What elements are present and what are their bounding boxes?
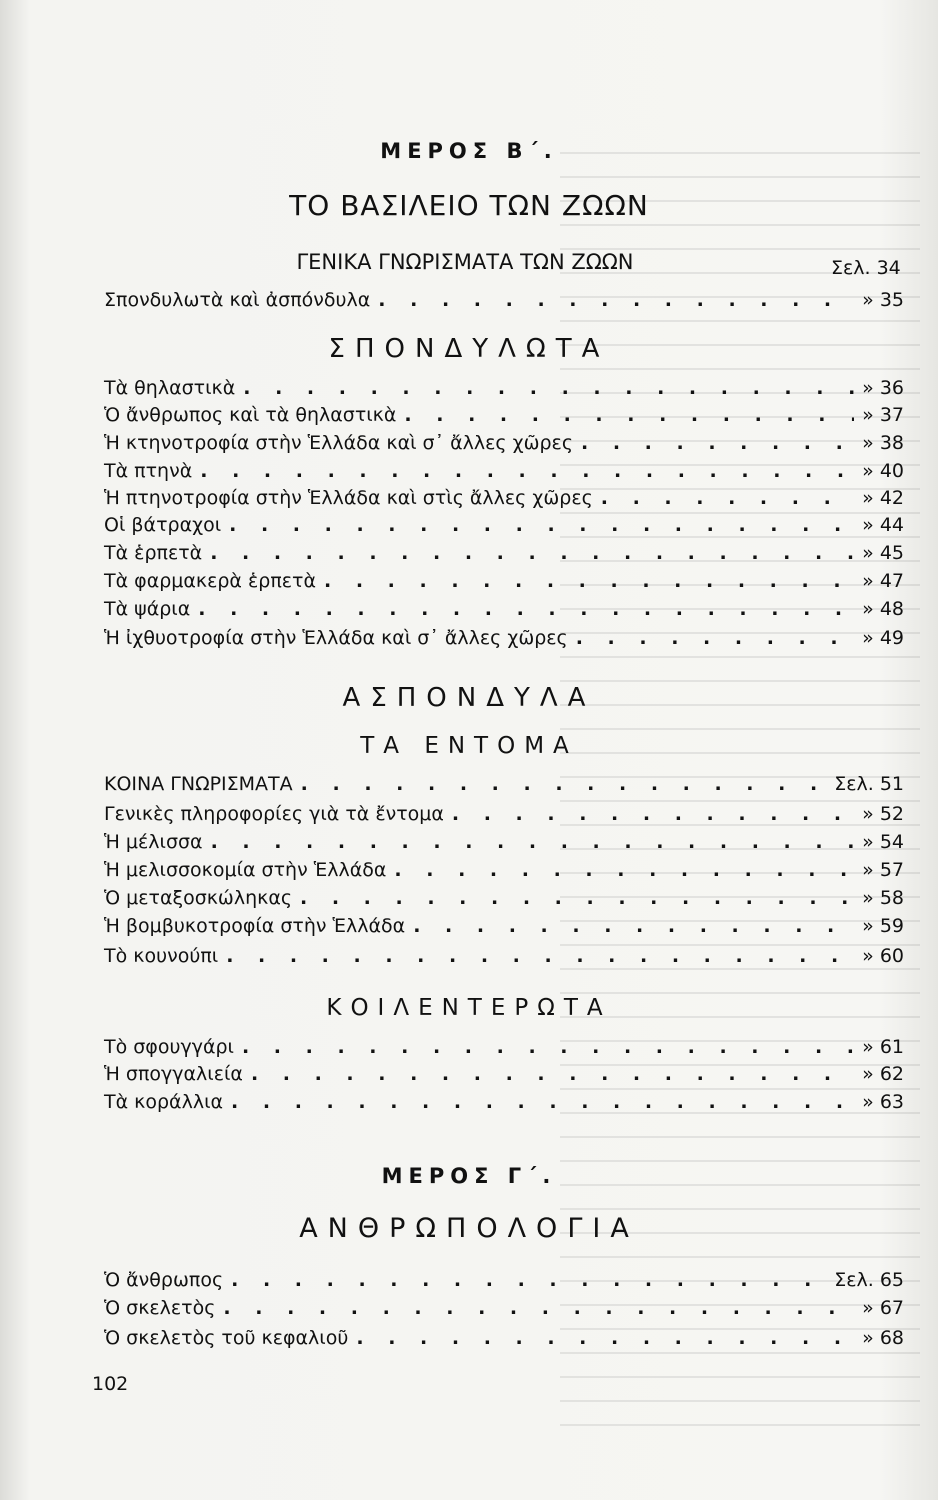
toc-entry-label: Γενικὲς πληροφορίες γιὰ τὰ ἔντομα [104,803,444,825]
toc-row [104,773,904,799]
toc-entry-page: » 47 [862,570,904,592]
toc-entry-label: Ἡ ἰχθυοτροφία στὴν Ἑλλάδα καὶ σ᾽ ἄλλες χῶρες [104,627,568,649]
leader-dots [356,1327,854,1349]
toc-row [104,1063,904,1089]
toc-entry-page: » 44 [862,514,904,536]
toc-row [104,542,904,568]
kingdom-title: ΤΟ ΒΑΣΙΛΕΙΟ ΤΩΝ ΖΩΩΝ [289,189,649,222]
toc-row [104,514,904,540]
coelenterates-heading: ΚΟΙΛΕΝΤΕΡΩΤΑ [326,995,612,1021]
toc-entry-page: » 42 [862,487,904,509]
toc-row [104,1036,904,1062]
toc-entry-label: Ὁ ἄνθρωπος [104,1269,224,1291]
toc-entry-page: Σελ. 65 [834,1269,904,1291]
leader-dots [576,627,854,649]
toc-entry-page: Σελ. 51 [834,773,904,795]
toc-row [104,945,904,971]
toc-entry-page: » 54 [862,831,904,853]
leader-dots [243,377,854,399]
toc-entry-page: » 63 [862,1091,904,1113]
toc-row [104,404,904,430]
toc-entry-page: » 37 [862,404,904,426]
leader-dots [200,460,854,482]
toc-row [104,377,904,403]
leader-dots [394,859,854,881]
toc-entry-label: Ἡ κτηνοτροφία στὴν Ἑλλάδα καὶ σ᾽ ἄλλες χῶρες [104,432,573,454]
toc-entry-page: » 45 [862,542,904,564]
part-c-heading: ΜΕΡΟΣ Γ΄. [381,1164,557,1188]
general-heading: ΓΕΝΙΚΑ ΓΝΩΡΙΣΜΑΤΑ ΤΩΝ ΖΩΩΝ [296,250,634,274]
toc-row [104,570,904,596]
toc-row [104,915,904,941]
toc-row [104,627,904,653]
toc-entry-page: » 62 [862,1063,904,1085]
toc-entry-label: Τὰ θηλαστικὰ [104,377,236,399]
toc-entry-label: Ἡ σπογγαλιεία [104,1063,243,1085]
leader-dots [223,1297,854,1319]
toc-entry-page: » 40 [862,460,904,482]
invertebrates-heading: ΑΣΠΟΝΔΥΛΑ [342,683,596,713]
toc-entry-page: » 67 [862,1297,904,1319]
toc-entry-label: Ἡ μελισσοκομία στὴν Ἑλλάδα [104,859,387,881]
general-page-ref: Σελ. 34 [831,257,901,279]
toc-entry-label: Ὁ σκελετὸς [104,1297,216,1319]
toc-entry-page: » 68 [862,1327,904,1349]
leader-dots [378,289,854,311]
toc-row [104,1327,904,1353]
leader-dots [210,542,854,564]
toc-entry-page: » 48 [862,598,904,620]
toc-entry-label: Ἡ βομβυκοτροφία στὴν Ἑλλάδα [104,915,406,937]
leader-dots [324,570,854,592]
toc-entry-label: Τὰ κοράλλια [104,1091,224,1113]
toc-row [104,487,904,513]
toc-entry-page: » 59 [862,915,904,937]
toc-row [104,831,904,857]
toc-row [104,1091,904,1117]
toc-row [104,460,904,486]
vertebrates-heading: ΣΠΟΝΔΥΛΩΤΑ [328,334,610,364]
leader-dots [251,1063,854,1085]
leader-dots [300,887,854,909]
leader-dots [198,598,854,620]
toc-entry-label: Σπονδυλωτὰ καὶ ἀσπόνδυλα [104,289,371,311]
toc-entry-label: Ἡ πτηνοτροφία στὴν Ἑλλάδα καὶ στὶς ἄλλες χῶρες [104,487,593,509]
toc-entry-page: » 58 [862,887,904,909]
toc-entry-page: » 52 [862,803,904,825]
toc-row [104,432,904,458]
toc-entry-label: Ἡ μέλισσα [104,831,203,853]
insects-heading: ΤΑ ΕΝΤΟΜΑ [360,733,578,759]
leader-dots [229,514,854,536]
toc-entry-label: Τὰ ψάρια [104,598,191,620]
toc-row [104,887,904,913]
toc-entry-page: » 38 [862,432,904,454]
toc-entry-page: » 49 [862,627,904,649]
leader-dots [226,945,854,967]
anthropology-heading: ΑΝΘΡΩΠΟΛΟΓΙΑ [299,1213,639,1244]
toc-entry-label: Ὁ ἄνθρωπος καὶ τὰ θηλαστικὰ [104,404,397,426]
toc-entry-page: » 60 [862,945,904,967]
toc-row [104,289,904,315]
part-b-heading: ΜΕΡΟΣ Β΄. [380,139,558,163]
toc-row [104,1269,904,1295]
toc-entry-page: » 35 [862,289,904,311]
leader-dots [581,432,854,454]
toc-row [104,1297,904,1323]
toc-entry-page: » 57 [862,859,904,881]
toc-entry-label: Τὰ πτηνὰ [104,460,193,482]
leader-dots [413,915,854,937]
toc-entry-page: » 36 [862,377,904,399]
leader-dots [211,831,855,853]
leader-dots [231,1091,854,1113]
toc-row [104,803,904,829]
leader-dots [452,803,854,825]
toc-entry-label: Οἱ βάτραχοι [104,514,222,536]
toc-entry-label: Ὁ σκελετὸς τοῦ κεφαλιοῦ [104,1327,349,1349]
toc-entry-label: Τὰ ἑρπετὰ [104,542,203,564]
leader-dots [242,1036,854,1058]
leader-dots [231,1269,826,1291]
leader-dots [301,773,827,795]
toc-entry-label: ΚΟΙΝΑ ΓΝΩΡΙΣΜΑΤΑ [104,773,293,795]
leader-dots [404,404,854,426]
toc-entry-label: Τὸ σφουγγάρι [104,1036,234,1058]
leader-dots [601,487,854,509]
toc-entry-label: Ὁ μεταξοσκώληκας [104,887,293,909]
toc-entry-label: Τὰ φαρμακερὰ ἑρπετὰ [104,570,316,592]
toc-row [104,859,904,885]
toc-entry-page: » 61 [862,1036,904,1058]
toc-entry-label: Τὸ κουνούπι [104,945,219,967]
page-number: 102 [92,1373,129,1395]
toc-row [104,598,904,624]
